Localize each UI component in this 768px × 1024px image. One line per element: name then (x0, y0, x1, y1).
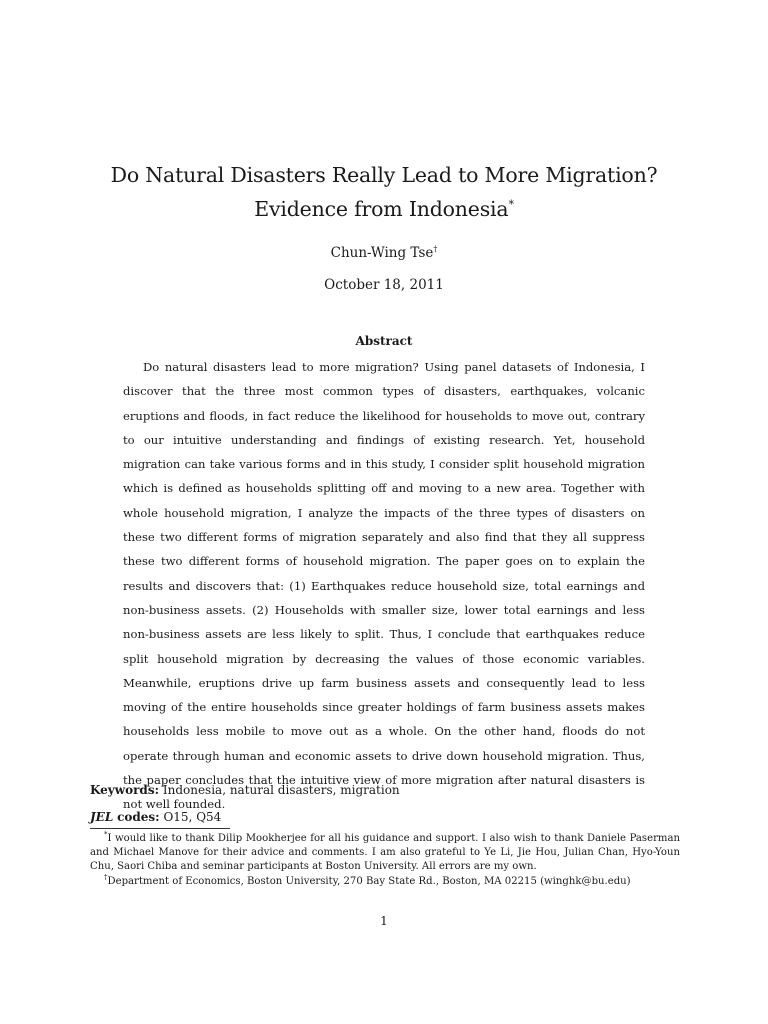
footnote-divider (90, 828, 230, 829)
abstract-heading: Abstract (355, 334, 413, 348)
title-footnote-mark: * (508, 198, 514, 212)
footnotes (90, 832, 680, 889)
footnote-affiliation (90, 875, 680, 889)
jel-codes-value: O15, Q54 (163, 810, 222, 824)
keywords-value: Indonesia, natural disasters, migration (162, 783, 400, 797)
paper-title-text: Do Natural Disasters Really Lead to More Migration? Evidence from Indonesia (110, 163, 658, 221)
author-footnote-mark: † (433, 244, 438, 254)
author-name: Chun-Wing Tse (330, 245, 434, 261)
footnote-acknowledgements (90, 832, 680, 875)
footnote-text: Department of Economics, Boston University, 270 Bay State Rd., Boston, MA 02215 (winghk@bu.edu) (107, 875, 631, 887)
footnote-mark: * (104, 830, 108, 839)
keywords-line (90, 782, 690, 798)
abstract-body: Do natural disasters lead to more migration? Using panel datasets of Indonesia, I discover that the three most common types of disasters, earthquakes, volcanic eruptions and floods, in fact reduce the likelihood for households to move out, contrary to our intuitive understanding and findings of existing research. Yet, household migration can take various forms and in this study, I consider split household migration which is defined as households splitting off and moving to a new area. Together with whole household migration, I analyze the impacts of the three types of disasters on these two different forms of migration separately and also find that they all suppress these two different forms of household migration. The paper goes on to explain the results and discovers that: (1) Earthquakes reduce household size, total earnings and non-business assets. (2) Households with smaller size, lower total earnings and less non-business assets are less likely to split. Thus, I conclude that earthquakes reduce split household migration by decreasing the values of those economic variables. Meanwhile, eruptions drive up farm business assets and consequently lead to less moving of the entire households since greater holdings of farm business assets makes households less mobile to move out as a whole. On the other hand, floods do not operate through human and economic assets to drive down household migration. Thus, the paper concludes that the intuitive view of more migration after natural disasters is not well founded. (123, 360, 645, 812)
footnote-mark: † (104, 873, 108, 882)
footnote-text: I would like to thank Dilip Mookherjee for all his guidance and support. I also wish to thank Daniele Paserman and Michael Manove for their advice and comments. I am also grateful to Ye Li, Jie Hou, Julian Chan, Hyo-Youn Chu, Saori Chiba and seminar participants at Boston University. All errors are my own. (90, 833, 680, 873)
jel-codes-label: codes: (117, 810, 160, 824)
paper-date: October 18, 2011 (324, 277, 444, 293)
jel-label: JEL (90, 810, 114, 824)
jel-codes-line (90, 809, 690, 825)
paper-title (70, 158, 698, 226)
author-line (0, 244, 768, 262)
page-number: 1 (380, 914, 388, 928)
keywords-label: Keywords: (90, 783, 160, 797)
